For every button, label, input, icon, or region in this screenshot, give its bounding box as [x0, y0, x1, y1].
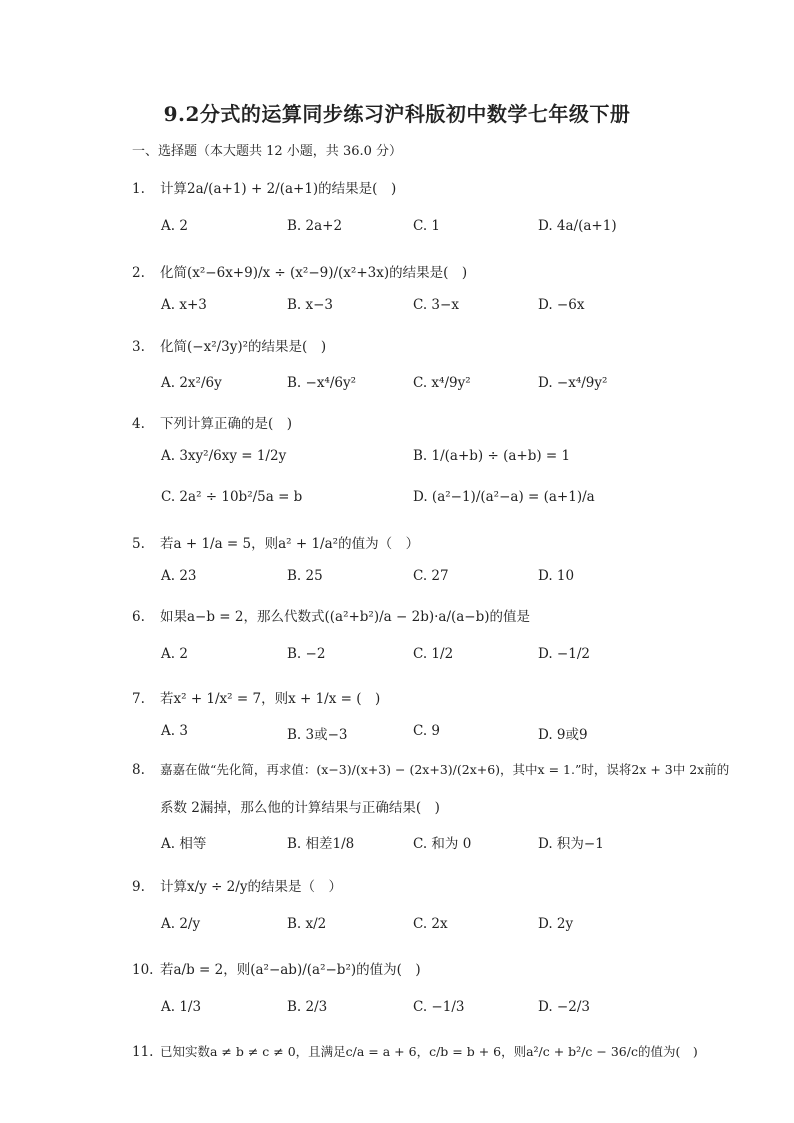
question-number: 3. — [132, 339, 145, 355]
option-a[interactable]: A. x+3 — [161, 297, 207, 313]
option-a[interactable]: A. 23 — [161, 568, 197, 584]
question-number: 10. — [132, 962, 154, 978]
option-b[interactable]: B. −2 — [287, 646, 326, 662]
question-number: 9. — [132, 879, 145, 895]
option-c[interactable]: C. −1/3 — [413, 999, 465, 1015]
question-10 — [132, 958, 421, 978]
option-d[interactable]: D. 10 — [538, 568, 575, 584]
question-text: 若x² + 1/x² = 7，则x + 1/x = ( ) — [160, 691, 381, 707]
option-b[interactable]: B. 相差1/8 — [287, 836, 355, 852]
question-11 — [132, 1042, 698, 1060]
option-b[interactable]: B. 2a+2 — [287, 218, 343, 234]
option-c[interactable]: C. 2a² ÷ 10b²/5a = b — [161, 489, 303, 505]
option-c[interactable]: C. 9 — [413, 723, 441, 739]
question-9 — [132, 875, 342, 895]
option-b[interactable]: B. 25 — [287, 568, 323, 584]
question-number: 4. — [132, 416, 145, 432]
option-d[interactable]: D. −2/3 — [538, 999, 590, 1015]
question-number: 6. — [132, 609, 145, 625]
option-d[interactable]: D. −1/2 — [538, 646, 590, 662]
question-4 — [132, 412, 292, 432]
question-text: 计算2a/(a+1) + 2/(a+1)的结果是( ) — [160, 181, 397, 197]
option-b[interactable]: B. 3或−3 — [287, 727, 348, 743]
option-d[interactable]: D. (a²−1)/(a²−a) = (a+1)/a — [413, 489, 595, 505]
page-title: 9.2分式的运算同步练习沪科版初中数学七年级下册 — [163, 102, 631, 126]
option-b[interactable]: B. 1/(a+b) ÷ (a+b) = 1 — [413, 448, 571, 464]
option-a[interactable]: A. 2 — [161, 218, 188, 234]
option-d[interactable]: D. 2y — [538, 916, 574, 932]
option-c[interactable]: C. 27 — [413, 568, 449, 584]
option-c[interactable]: C. 1/2 — [413, 646, 454, 662]
question-number: 7. — [132, 691, 145, 707]
option-a[interactable]: A. 2x²/6y — [161, 375, 222, 391]
section-heading: 一、选择题（本大题共 12 小题，共 36.0 分） — [132, 144, 403, 159]
option-a[interactable]: A. 1/3 — [161, 999, 202, 1015]
option-c[interactable]: C. 1 — [413, 218, 441, 234]
question-2 — [132, 261, 467, 281]
option-a[interactable]: A. 2/y — [161, 916, 201, 932]
option-a[interactable]: A. 3xy²/6xy = 1/2y — [161, 448, 287, 464]
option-a[interactable]: A. 2 — [161, 646, 188, 662]
question-5 — [132, 532, 419, 552]
option-b[interactable]: B. x−3 — [287, 297, 334, 313]
option-b[interactable]: B. x/2 — [287, 916, 327, 932]
question-text: 若a/b = 2，则(a²−ab)/(a²−b²)的值为( ) — [160, 962, 421, 978]
option-a[interactable]: A. 相等 — [161, 836, 207, 852]
option-d[interactable]: D. 积为−1 — [538, 836, 604, 852]
option-c[interactable]: C. 2x — [413, 916, 448, 932]
option-c[interactable]: C. 和为 0 — [413, 836, 472, 852]
option-d[interactable]: D. −x⁴/9y² — [538, 375, 608, 391]
option-c[interactable]: C. 3−x — [413, 297, 459, 313]
question-8 — [132, 760, 729, 778]
question-text: 计算x/y ÷ 2/y的结果是（ ） — [160, 879, 342, 895]
question-6 — [132, 605, 530, 625]
question-text: 嘉嘉在做“先化简，再求值：(x−3)/(x+3) − (2x+3)/(2x+6)，其中x = 1.”时，误将2x + 3中 2x前的 — [160, 762, 730, 777]
question-text: 下列计算正确的是( ) — [160, 416, 293, 432]
question-number: 2. — [132, 265, 145, 281]
question-1 — [132, 177, 396, 197]
question-number: 5. — [132, 536, 145, 552]
question-text: 若a + 1/a = 5，则a² + 1/a²的值为（ ） — [160, 536, 420, 552]
question-3 — [132, 335, 326, 355]
option-d[interactable]: D. −6x — [538, 297, 585, 313]
question-number: 11. — [132, 1044, 154, 1060]
question-text: 已知实数a ≠ b ≠ c ≠ 0，且满足c/a = a + 6，c/b = b + 6，则a²/c + b²/c − 36/c的值为( ) — [160, 1044, 698, 1059]
question-7 — [132, 687, 380, 707]
question-number: 8. — [132, 762, 145, 778]
option-b[interactable]: B. 2/3 — [287, 999, 328, 1015]
question-text: 化简(x²−6x+9)/x ÷ (x²−9)/(x²+3x)的结果是( ) — [160, 265, 468, 281]
option-c[interactable]: C. x⁴/9y² — [413, 375, 471, 391]
question-text-continued: 系数 2漏掉，那么他的计算结果与正确结果( ) — [160, 800, 440, 816]
question-text: 如果a−b = 2，那么代数式((a²+b²)/a − 2b)·a/(a−b)的值是 — [160, 609, 531, 625]
option-d[interactable]: D. 9或9 — [538, 727, 588, 743]
question-text: 化简(−x²/3y)²的结果是( ) — [160, 339, 327, 355]
option-b[interactable]: B. −x⁴/6y² — [287, 375, 357, 391]
option-a[interactable]: A. 3 — [161, 723, 188, 739]
option-d[interactable]: D. 4a/(a+1) — [538, 218, 617, 234]
question-number: 1. — [132, 181, 145, 197]
